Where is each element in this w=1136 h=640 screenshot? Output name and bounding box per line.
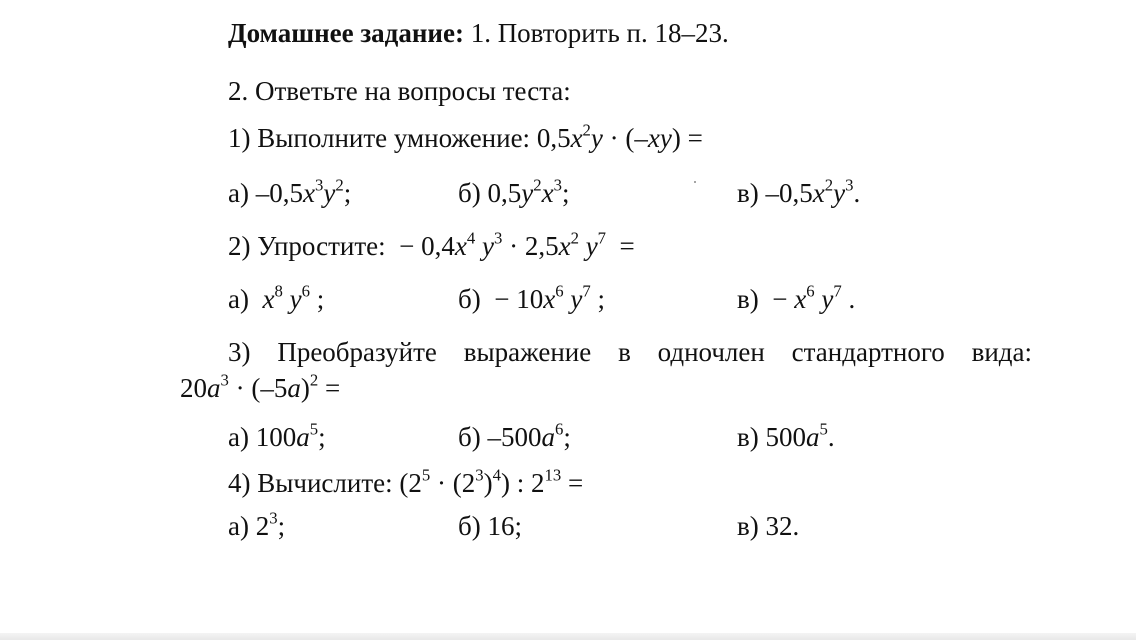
option-value: $500a^5$. [765,419,835,452]
option-label: а) [228,178,249,208]
question-2-expression: − $0,4x^4$ $y^3 \cdot 2,5x^2$ $y^7$ = [399,228,635,261]
question-3-option-c [737,419,835,452]
option-label: в) [737,178,759,208]
question-2-option-a [228,281,325,314]
question-1 [228,120,703,153]
test-intro: 2. Ответьте на вопросы теста: [228,76,571,106]
option-value: − $x^6$ $y^7$ . [772,281,856,314]
question-4-prompt: 4) Вычислите: [228,468,393,498]
option-label: в) [737,422,759,452]
question-2-option-c [737,281,856,314]
option-value: 32. [765,511,800,541]
option-value: $-0,5x^2y^3$. [765,175,861,208]
option-value: $100a^5$; [255,419,326,452]
option-value: $2^3$; [255,508,286,541]
option-label: в) [737,284,759,314]
question-3-prompt: 3) Преобразуйте выражение в одночлен стандартного вида: [228,337,1032,367]
option-label: б) [458,511,481,541]
question-4-option-c [737,513,799,540]
option-value: $-0,5x^3y^2$; [255,175,352,208]
question-3-option-b [458,419,571,452]
question-3-option-a [228,419,326,452]
option-label: б) [458,284,481,314]
option-value: 16; [487,511,522,541]
question-1-option-a [228,175,352,208]
question-1-expression: $0,5x^2y \cdot (-xy)$ = [536,120,703,153]
homework-item-1: 1. Повторить п. 18–23. [470,18,729,48]
option-label: б) [458,422,481,452]
option-value: $0,5y^2x^3$; [487,175,570,208]
question-2-option-b [458,281,605,314]
option-value: − $10x^6$ $y^7$ ; [494,281,605,314]
question-4 [228,465,584,498]
question-3-expression: $20a^3 \cdot (-5a)^2$ = [180,370,341,403]
question-4-expression: $(2^5 \cdot (2^3)^4)$ : $2^{13}$ = [399,465,584,498]
page-bottom-edge [0,633,1136,640]
question-1-option-c [737,175,861,208]
question-1-prompt: 1) Выполните умножение: [228,123,531,153]
question-4-option-a [228,508,286,541]
option-label: а) [228,511,249,541]
option-label: б) [458,178,481,208]
option-value: $x^8$ $y^6$ ; [262,281,325,314]
option-label: а) [228,422,249,452]
question-4-option-b [458,513,522,540]
option-value: $-500a^6$; [487,419,571,452]
question-2-prompt: 2) Упростите: [228,231,386,261]
question-1-option-b [458,175,570,208]
homework-label: Домашнее задание: [228,18,464,48]
question-2 [228,228,635,261]
option-label: в) [737,511,759,541]
option-label: а) [228,284,249,314]
homework-line [228,20,729,47]
scan-speck [694,181,696,183]
